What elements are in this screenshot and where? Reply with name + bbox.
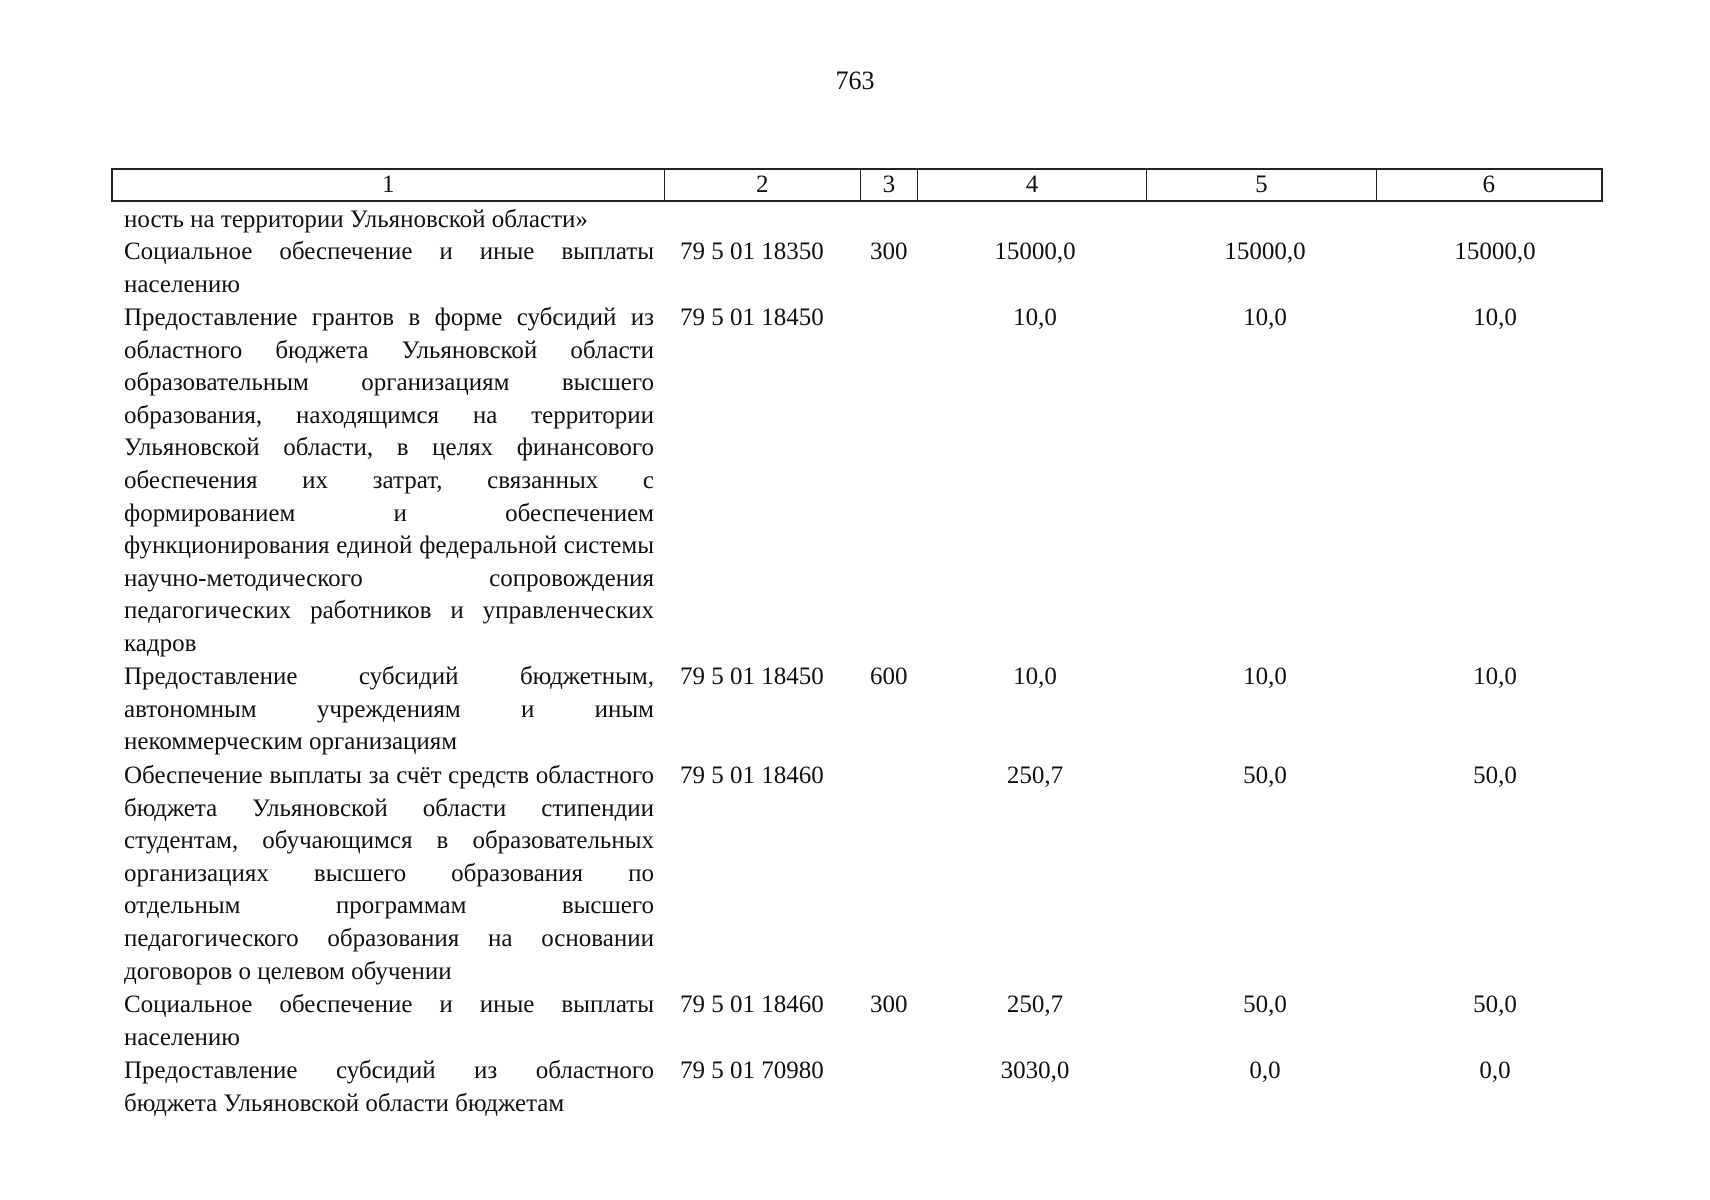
row-value-5: 50,0 bbox=[1243, 991, 1287, 1018]
header-col-1: 1 bbox=[113, 170, 665, 200]
row-code: 79 5 01 70980 bbox=[680, 1057, 824, 1084]
row-value-4: 3030,0 bbox=[1000, 1057, 1070, 1084]
row-code: 79 5 01 18450 bbox=[680, 663, 824, 690]
row-value-4: 250,7 bbox=[1006, 762, 1064, 789]
header-col-3: 3 bbox=[861, 170, 918, 200]
row-code: 79 5 01 18450 bbox=[680, 304, 824, 331]
row-value-4: 15000,0 bbox=[994, 238, 1076, 265]
row-value-6: 50,0 bbox=[1473, 762, 1517, 789]
row-kind: 600 bbox=[870, 663, 908, 690]
row-value-5: 0,0 bbox=[1249, 1057, 1281, 1084]
header-col-4: 4 bbox=[918, 170, 1147, 200]
row-description: Предоставление грантов в форме субсидий из областного бюджета Ульяновской области образовательным организациям высшего образования, находящимся на территории Ульяновской области, в целях финансового обеспечения их затрат, связанных с формированием и обеспечением функционирования единой федеральной системы научно-методического сопровождения педагогических работников и управленческих кадров bbox=[124, 304, 654, 657]
table-header bbox=[111, 168, 1603, 202]
row-value-6: 10,0 bbox=[1473, 663, 1517, 690]
header-col-5: 5 bbox=[1147, 170, 1376, 200]
row-value-6: 50,0 bbox=[1473, 991, 1517, 1018]
row-description: Предоставление субсидий бюджетным, автономным учреждениям и иным некоммерческим организациям bbox=[124, 663, 654, 756]
row-code: 79 5 01 18460 bbox=[680, 991, 824, 1018]
row-value-4: 250,7 bbox=[1006, 991, 1064, 1018]
row-value-5: 10,0 bbox=[1243, 663, 1287, 690]
row-value-4: 10,0 bbox=[1013, 304, 1057, 331]
row-value-6: 15000,0 bbox=[1454, 238, 1536, 265]
row-kind: 300 bbox=[870, 991, 908, 1018]
row-description: Предоставление субсидий из областного бюджета Ульяновской области бюджетам bbox=[124, 1057, 654, 1117]
row-value-4: 10,0 bbox=[1013, 663, 1057, 690]
row-value-6: 0,0 bbox=[1479, 1057, 1511, 1084]
row-description: Обеспечение выплаты за счёт средств областного бюджета Ульяновской области стипендии студентам, обучающимся в образовательных организациях высшего образования по отдельным программам высшего педагогического образования на основании договоров о целевом обучении bbox=[124, 762, 654, 985]
row-value-5: 50,0 bbox=[1243, 762, 1287, 789]
header-col-6: 6 bbox=[1482, 171, 1496, 198]
row-value-5: 15000,0 bbox=[1224, 238, 1306, 265]
row-code: 79 5 01 18350 bbox=[680, 238, 824, 265]
row-code: 79 5 01 18460 bbox=[680, 762, 824, 789]
row-kind: 300 bbox=[870, 238, 908, 265]
row-description: ность на территории Ульяновской области» bbox=[124, 206, 588, 233]
row-description: Социальное обеспечение и иные выплаты населению bbox=[124, 991, 654, 1051]
row-description: Социальное обеспечение и иные выплаты населению bbox=[124, 238, 654, 298]
row-value-5: 10,0 bbox=[1243, 304, 1287, 331]
header-col-2: 2 bbox=[665, 170, 861, 200]
row-value-6: 10,0 bbox=[1473, 304, 1517, 331]
page-number: 763 bbox=[835, 66, 875, 95]
